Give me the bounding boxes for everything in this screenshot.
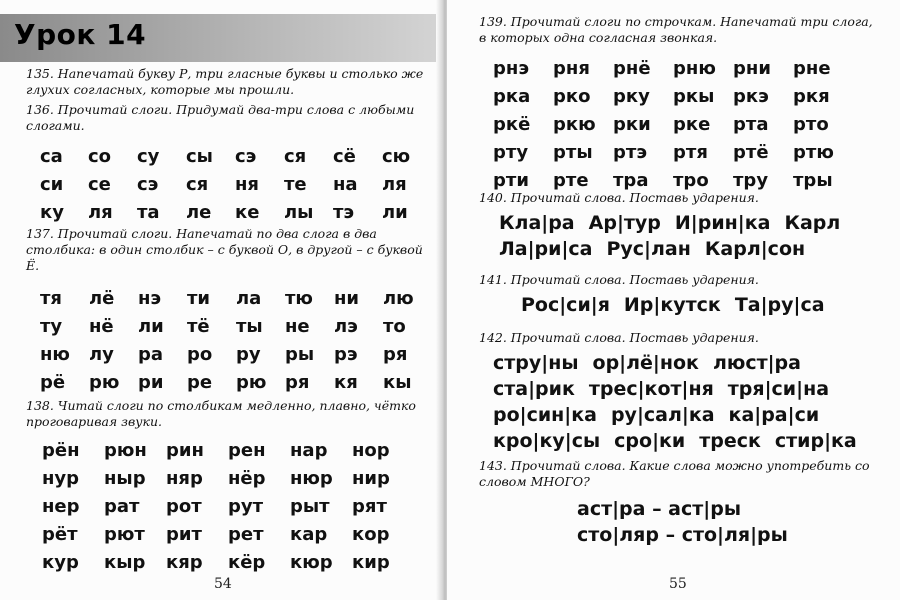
syllable: нур bbox=[42, 467, 80, 489]
syllable: ту bbox=[40, 315, 63, 337]
syllable: нар bbox=[290, 439, 328, 461]
syllable: те bbox=[284, 173, 307, 195]
syllable: рке bbox=[673, 113, 711, 135]
syllable: ркё bbox=[493, 113, 531, 135]
syllable: рю bbox=[236, 371, 267, 393]
syllable: ро bbox=[187, 343, 213, 365]
syllable: кар bbox=[290, 523, 328, 545]
syllabified-word: Карл|сон bbox=[704, 238, 806, 260]
syllable: рыт bbox=[290, 495, 330, 517]
syllable: ркэ bbox=[733, 85, 769, 107]
syllable: сэ bbox=[137, 173, 159, 195]
syllable: ркы bbox=[673, 85, 715, 107]
syllable: нё bbox=[89, 315, 114, 337]
exercise-136-instruction: 136. Прочитай слоги. Придумай два-три слова с любыми слогами. bbox=[26, 102, 415, 133]
syllable: ле bbox=[186, 201, 212, 223]
syllable: ли bbox=[138, 315, 164, 337]
syllabified-word: люст|ра bbox=[712, 352, 801, 374]
syllable: нер bbox=[42, 495, 80, 517]
syllable: ныр bbox=[104, 467, 146, 489]
syllable: ркя bbox=[793, 85, 830, 107]
syllable: кир bbox=[352, 551, 390, 573]
syllabified-word: сто|ляр – сто|ля|ры bbox=[577, 524, 788, 546]
syllabified-word: ста|рик bbox=[493, 378, 575, 400]
exercise-141-instruction: 141. Прочитай слова. Поставь ударения. bbox=[479, 272, 759, 287]
syllable: рта bbox=[733, 113, 769, 135]
word-row bbox=[521, 292, 839, 318]
syllable: рот bbox=[166, 495, 202, 517]
syllable: ня bbox=[235, 173, 259, 195]
syllable: не bbox=[285, 315, 310, 337]
syllable: рту bbox=[493, 141, 529, 163]
syllable: ртэ bbox=[613, 141, 647, 163]
syllable: ри bbox=[138, 371, 164, 393]
syllable: рню bbox=[673, 57, 716, 79]
syllable: рни bbox=[733, 57, 771, 79]
syllable: ры bbox=[285, 343, 315, 365]
syllable: сю bbox=[382, 145, 411, 167]
syllabified-word: Карл bbox=[784, 212, 841, 234]
word-row bbox=[493, 428, 871, 454]
syllable: рэ bbox=[334, 343, 358, 365]
syllable: ртё bbox=[733, 141, 769, 163]
syllabified-word: кро|ку|сы bbox=[493, 430, 601, 452]
syllabified-word: стир|ка bbox=[774, 430, 857, 452]
syllable: ля bbox=[88, 201, 113, 223]
right-page bbox=[447, 0, 900, 600]
syllable: кур bbox=[42, 551, 79, 573]
syllable: ру bbox=[236, 343, 261, 365]
word-row bbox=[493, 350, 871, 376]
page-number-left: 54 bbox=[214, 576, 232, 592]
exercise-143-instruction: 143. Прочитай слова. Какие слова можно употребить со словом МНОГО? bbox=[479, 458, 870, 489]
syllabified-word: аст|ра – аст|ры bbox=[577, 498, 742, 520]
syllable: нор bbox=[352, 439, 390, 461]
syllabified-word: треск bbox=[699, 430, 761, 452]
syllable: рто bbox=[793, 113, 829, 135]
syllable: нюр bbox=[290, 467, 333, 489]
word-row bbox=[499, 236, 854, 262]
syllable: сё bbox=[333, 145, 356, 167]
syllable: кыр bbox=[104, 551, 146, 573]
syllable: рюн bbox=[104, 439, 147, 461]
syllable: ню bbox=[40, 343, 70, 365]
syllabified-word: ка|ра|си bbox=[728, 404, 820, 426]
syllable: сы bbox=[186, 145, 213, 167]
syllable: кёр bbox=[228, 551, 266, 573]
syllabified-word: стру|ны bbox=[493, 352, 579, 374]
syllable: рки bbox=[613, 113, 651, 135]
syllable: рит bbox=[166, 523, 202, 545]
syllable: ря bbox=[285, 371, 310, 393]
exercise-142-words bbox=[493, 350, 871, 454]
syllable: ля bbox=[382, 173, 407, 195]
syllable: тро bbox=[673, 169, 709, 191]
syllable: нэ bbox=[138, 287, 162, 309]
syllable: ртю bbox=[793, 141, 834, 163]
syllabified-word: Рус|лан bbox=[606, 238, 691, 260]
exercise-138-instruction: 138. Читай слоги по столбикам медленно, плавно, чётко проговаривая звуки. bbox=[26, 398, 416, 429]
syllable: тэ bbox=[333, 201, 355, 223]
exercise-140-instruction: 140. Прочитай слова. Поставь ударения. bbox=[479, 190, 759, 205]
page-number-right: 55 bbox=[669, 576, 687, 592]
word-row bbox=[577, 522, 802, 548]
syllabified-word: ро|син|ка bbox=[493, 404, 597, 426]
syllable: нир bbox=[352, 467, 390, 489]
syllabified-word: трес|кот|ня bbox=[588, 378, 714, 400]
syllable: рте bbox=[553, 169, 589, 191]
syllabified-word: ру|сал|ка bbox=[610, 404, 715, 426]
syllable: сэ bbox=[235, 145, 257, 167]
syllable: рти bbox=[493, 169, 529, 191]
syllable: ли bbox=[382, 201, 408, 223]
syllable: са bbox=[40, 145, 63, 167]
syllable: то bbox=[383, 315, 406, 337]
syllable: ла bbox=[236, 287, 262, 309]
syllable: кя bbox=[334, 371, 358, 393]
syllable: си bbox=[40, 173, 64, 195]
syllabified-word: сро|ки bbox=[614, 430, 686, 452]
syllable: рнэ bbox=[493, 57, 529, 79]
syllable: лю bbox=[383, 287, 414, 309]
syllable: рю bbox=[89, 371, 120, 393]
syllable: рня bbox=[553, 57, 590, 79]
syllable: лу bbox=[89, 343, 114, 365]
syllable: рин bbox=[166, 439, 204, 461]
syllabified-word: Ла|ри|са bbox=[499, 238, 593, 260]
word-row bbox=[499, 210, 854, 236]
syllable: рет bbox=[228, 523, 264, 545]
syllable: рют bbox=[104, 523, 145, 545]
syllable: ти bbox=[187, 287, 211, 309]
syllable: та bbox=[137, 201, 160, 223]
syllable: ся bbox=[284, 145, 307, 167]
syllable: рё bbox=[40, 371, 66, 393]
syllable: рку bbox=[613, 85, 650, 107]
syllabified-word: Ир|кутск bbox=[623, 294, 721, 316]
syllable: нёр bbox=[228, 467, 266, 489]
syllable: рты bbox=[553, 141, 593, 163]
syllabified-word: Ар|тур bbox=[588, 212, 661, 234]
syllable: рут bbox=[228, 495, 264, 517]
syllable: ты bbox=[236, 315, 263, 337]
syllable: рко bbox=[553, 85, 591, 107]
syllable: няр bbox=[166, 467, 203, 489]
syllable: со bbox=[88, 145, 112, 167]
syllable: рне bbox=[793, 57, 831, 79]
syllabified-word: Рос|си|я bbox=[521, 294, 610, 316]
syllable: ра bbox=[138, 343, 164, 365]
syllable: ртя bbox=[673, 141, 708, 163]
syllable: рёт bbox=[42, 523, 78, 545]
syllable: тя bbox=[40, 287, 62, 309]
syllable: тю bbox=[285, 287, 313, 309]
syllable: рен bbox=[228, 439, 266, 461]
syllable: ся bbox=[186, 173, 209, 195]
syllable: се bbox=[88, 173, 111, 195]
syllable: кюр bbox=[290, 551, 333, 573]
syllable: ря bbox=[383, 343, 408, 365]
syllable: ре bbox=[187, 371, 213, 393]
syllabified-word: ор|лё|нок bbox=[592, 352, 699, 374]
syllable: тру bbox=[733, 169, 769, 191]
syllable: ку bbox=[40, 201, 64, 223]
syllabified-word: И|рин|ка bbox=[674, 212, 771, 234]
syllable: лэ bbox=[334, 315, 358, 337]
syllable: рят bbox=[352, 495, 387, 517]
syllable: кяр bbox=[166, 551, 203, 573]
syllable: тра bbox=[613, 169, 649, 191]
syllable: рка bbox=[493, 85, 531, 107]
word-row bbox=[493, 402, 871, 428]
syllable: су bbox=[137, 145, 160, 167]
syllable: лы bbox=[284, 201, 314, 223]
syllable: тё bbox=[187, 315, 210, 337]
syllable: ке bbox=[235, 201, 260, 223]
syllable: на bbox=[333, 173, 358, 195]
syllabified-word: Та|ру|са bbox=[734, 294, 825, 316]
lesson-title: Урок 14 bbox=[14, 18, 147, 51]
syllable: тры bbox=[793, 169, 833, 191]
syllable: ни bbox=[334, 287, 360, 309]
syllable: рён bbox=[42, 439, 80, 461]
word-row bbox=[493, 376, 871, 402]
exercise-141-words bbox=[521, 292, 839, 318]
exercise-139-instruction: 139. Прочитай слоги по строчкам. Напечатай три слога, в которых одна согласная звонкая. bbox=[479, 14, 873, 45]
exercise-142-instruction: 142. Прочитай слова. Поставь ударения. bbox=[479, 330, 759, 345]
word-row bbox=[577, 496, 802, 522]
syllabified-word: тря|си|на bbox=[727, 378, 830, 400]
syllable: кы bbox=[383, 371, 412, 393]
exercise-140-words bbox=[499, 210, 854, 262]
left-page bbox=[0, 0, 442, 600]
syllable: лё bbox=[89, 287, 115, 309]
exercise-137-instruction: 137. Прочитай слоги. Напечатай по два слога в два столбика: в один столбик – с буквой О, в другой – с буквой Ё. bbox=[26, 226, 423, 273]
syllabified-word: Кла|ра bbox=[499, 212, 575, 234]
syllable: ркю bbox=[553, 113, 596, 135]
exercise-143-words bbox=[577, 496, 802, 548]
syllable: рнё bbox=[613, 57, 651, 79]
syllable: кор bbox=[352, 523, 390, 545]
syllable: рат bbox=[104, 495, 140, 517]
exercise-135-instruction: 135. Напечатай букву Р, три гласные буквы и столько же глухих согласных, которые мы прошли. bbox=[26, 66, 424, 97]
